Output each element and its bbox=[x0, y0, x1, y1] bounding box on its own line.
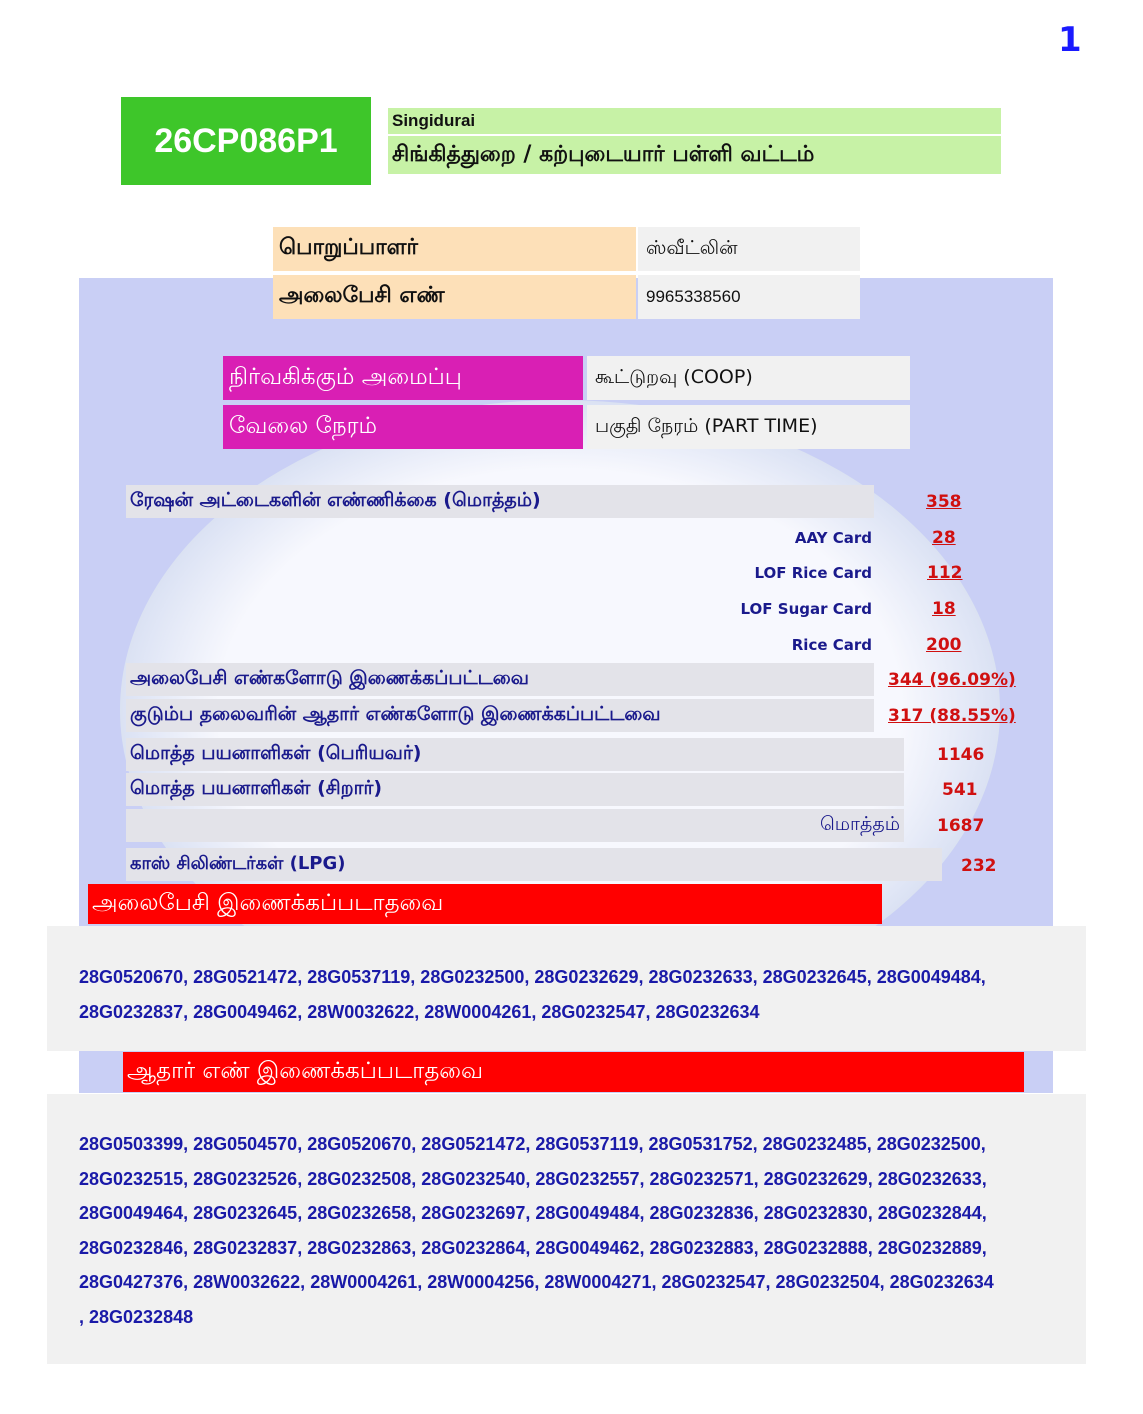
aadhaar-unlinked-line: 28G0049464, 28G0232645, 28G0232658, 28G0232697, 28G0049484, 28G0232836, 28G0232830, 28G0232844, bbox=[79, 1203, 987, 1223]
place-name-tamil: சிங்கித்துறை / கற்புடையார் பள்ளி வட்டம் bbox=[388, 136, 1001, 174]
phone-linked-value: 344 (96.09%) bbox=[888, 670, 1016, 690]
phone-unlinked-title: அலைபேசி இணைக்கப்படாதவை bbox=[88, 884, 882, 924]
rice-card-label: Rice Card bbox=[791, 636, 872, 654]
aadhaar-unlinked-panel bbox=[47, 1094, 1086, 1364]
aadhaar-unlinked-line: , 28G0232848 bbox=[79, 1306, 194, 1327]
phone-unlinked-panel bbox=[47, 926, 1086, 1051]
aadhaar-unlinked-line: 28G0232846, 28G0232837, 28G0232863, 28G0232864, 28G0049462, 28G0232883, 28G0232888, 28G0232889, bbox=[79, 1237, 987, 1258]
lof-rice-card-value: 112 bbox=[927, 563, 963, 583]
lof-sugar-card-value: 18 bbox=[932, 599, 956, 619]
lof-rice-card-label: LOF Rice Card bbox=[754, 564, 872, 582]
hours-label: வேலை நேரம் bbox=[223, 405, 583, 449]
phone-linked-label: அலைபேசி எண்களோடு இணைக்கப்பட்டவை bbox=[126, 663, 874, 696]
total-value: 1687 bbox=[937, 816, 985, 836]
ration-cards-value: 358 bbox=[926, 492, 962, 512]
place-name-english: Singidurai bbox=[388, 108, 1001, 134]
aadhaar-unlinked-line: 28G0427376, 28W0032622, 28W0004261, 28W0004256, 28W0004271, 28G0232547, 28G0232504, 28G0232634 bbox=[79, 1272, 994, 1292]
total-row bbox=[126, 809, 904, 842]
total-label: மொத்தம் bbox=[819, 813, 900, 835]
incharge-value: ஸ்வீட்லின் bbox=[638, 227, 860, 271]
org-value: கூட்டுறவு (COOP) bbox=[587, 356, 910, 400]
phone-unlinked-line: 28G0232837, 28G0049462, 28W0032622, 28W0004261, 28G0232547, 28G0232634 bbox=[79, 1001, 760, 1022]
lof-sugar-card-label: LOF Sugar Card bbox=[740, 600, 872, 618]
aadhaar-unlinked-title: ஆதார் எண் இணைக்கப்படாதவை bbox=[123, 1052, 1024, 1092]
aay-card-value: 28 bbox=[932, 528, 956, 548]
rice-card-value: 200 bbox=[926, 635, 962, 655]
phone-unlinked-line: 28G0520670, 28G0521472, 28G0537119, 28G0232500, 28G0232629, 28G0232633, 28G0232645, 28G0049484, bbox=[79, 967, 986, 987]
adults-value: 1146 bbox=[937, 745, 985, 765]
aadhaar-linked-label: குடும்ப தலைவரின் ஆதார் எண்களோடு இணைக்கப்பட்டவை bbox=[126, 699, 874, 732]
phone-label: அலைபேசி எண் bbox=[273, 275, 636, 319]
children-label: மொத்த பயனாளிகள் (சிறார்) bbox=[126, 773, 904, 806]
org-label: நிர்வகிக்கும் அமைப்பு bbox=[223, 356, 583, 400]
aadhaar-unlinked-line: 28G0503399, 28G0504570, 28G0520670, 28G0521472, 28G0537119, 28G0531752, 28G0232485, 28G0232500, bbox=[79, 1134, 986, 1154]
adults-label: மொத்த பயனாளிகள் (பெரியவர்) bbox=[126, 738, 904, 771]
page-number: 1 bbox=[1058, 20, 1082, 60]
phone-value: 9965338560 bbox=[638, 275, 860, 319]
incharge-label: பொறுப்பாளர் bbox=[273, 227, 636, 271]
aay-card-label: AAY Card bbox=[794, 529, 872, 547]
ration-cards-label: ரேஷன் அட்டைகளின் எண்ணிக்கை (மொத்தம்) bbox=[126, 485, 874, 518]
lpg-value: 232 bbox=[961, 856, 997, 876]
lpg-label: காஸ் சிலிண்டர்கள் (LPG) bbox=[126, 848, 942, 881]
aadhaar-linked-value: 317 (88.55%) bbox=[888, 706, 1016, 726]
hours-value: பகுதி நேரம் (PART TIME) bbox=[587, 405, 910, 449]
shop-code: 26CP086P1 bbox=[121, 97, 371, 185]
children-value: 541 bbox=[942, 780, 978, 800]
aadhaar-unlinked-line: 28G0232515, 28G0232526, 28G0232508, 28G0232540, 28G0232557, 28G0232571, 28G0232629, 28G0232633, bbox=[79, 1168, 987, 1189]
